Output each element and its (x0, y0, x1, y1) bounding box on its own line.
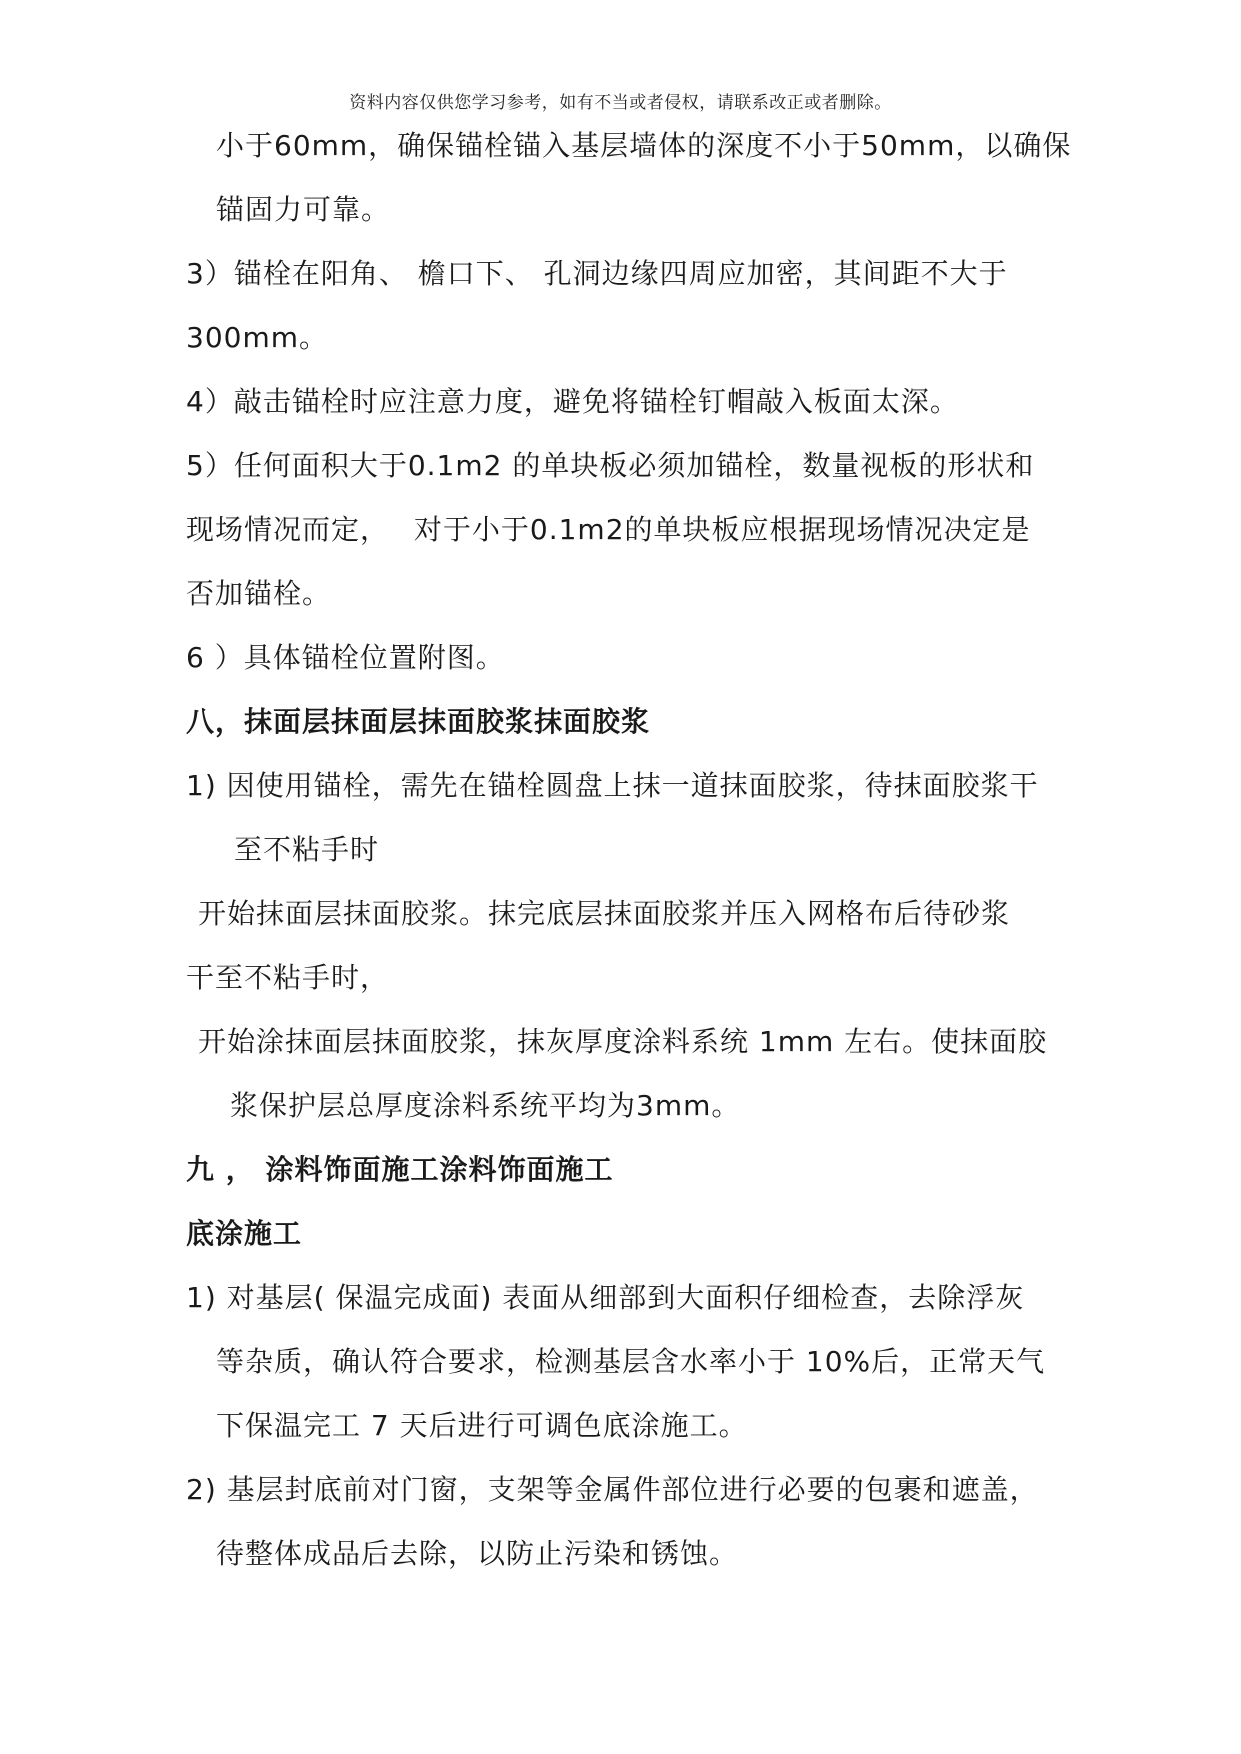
body-line: 开始涂抹面层抹面胶浆，抹灰厚度涂料系统 1mm 左右。使抹面胶 (198, 1025, 1048, 1058)
subsection-heading: 底涂施工 (186, 1217, 303, 1250)
body-line: 锚固力可靠。 (216, 193, 391, 226)
list-item-4: 4）敲击锚栓时应注意力度，避免将锚栓钉帽敲入板面太深。 (186, 385, 959, 418)
copyright-notice: 资料内容仅供您学习参考，如有不当或者侵权，请联系改正或者删除。 (349, 93, 892, 113)
body-line: 现场情况而定， 对于小于0.1m2的单块板应根据现场情况决定是 (186, 513, 1031, 546)
body-line: 干至不粘手时， (186, 961, 390, 994)
body-line: 否加锚栓。 (186, 577, 332, 610)
list-item-6: 6 ）具体锚栓位置附图。 (186, 641, 505, 674)
list-item-1: 1) 因使用锚栓，需先在锚栓圆盘上抹一道抹面胶浆，待抹面胶浆干 (186, 769, 1039, 802)
list-item-1: 1) 对基层( 保温完成面) 表面从细部到大面积仔细检查，去除浮灰 (186, 1281, 1025, 1314)
body-line: 待整体成品后去除，以防止污染和锈蚀。 (216, 1537, 739, 1570)
section-heading-8: 八，抹面层抹面层抹面胶浆抹面胶浆 (186, 705, 651, 738)
body-line: 至不粘手时 (234, 833, 380, 866)
body-line: 小于60mm，确保锚栓锚入基层墙体的深度不小于50mm，以确保 (216, 129, 1072, 162)
list-item-5: 5）任何面积大于0.1m2 的单块板必须加锚栓，数量视板的形状和 (186, 449, 1035, 482)
list-item-2: 2) 基层封底前对门窗，支架等金属件部位进行必要的包裹和遮盖， (186, 1473, 1039, 1506)
body-line: 下保温完工 7 天后进行可调色底涂施工。 (216, 1409, 748, 1442)
body-line: 开始抹面层抹面胶浆。抹完底层抹面胶浆并压入网格布后待砂浆 (198, 897, 1011, 930)
body-line: 300mm。 (186, 321, 328, 354)
list-item-3: 3）锚栓在阳角、 檐口下、 孔洞边缘四周应加密，其间距不大于 (186, 257, 1008, 290)
body-line: 等杂质，确认符合要求，检测基层含水率小于 10%后，正常天气 (216, 1345, 1046, 1378)
body-line: 浆保护层总厚度涂料系统平均为3mm。 (230, 1089, 741, 1122)
section-heading-9: 九 ， 涂料饰面施工涂料饰面施工 (186, 1153, 614, 1186)
